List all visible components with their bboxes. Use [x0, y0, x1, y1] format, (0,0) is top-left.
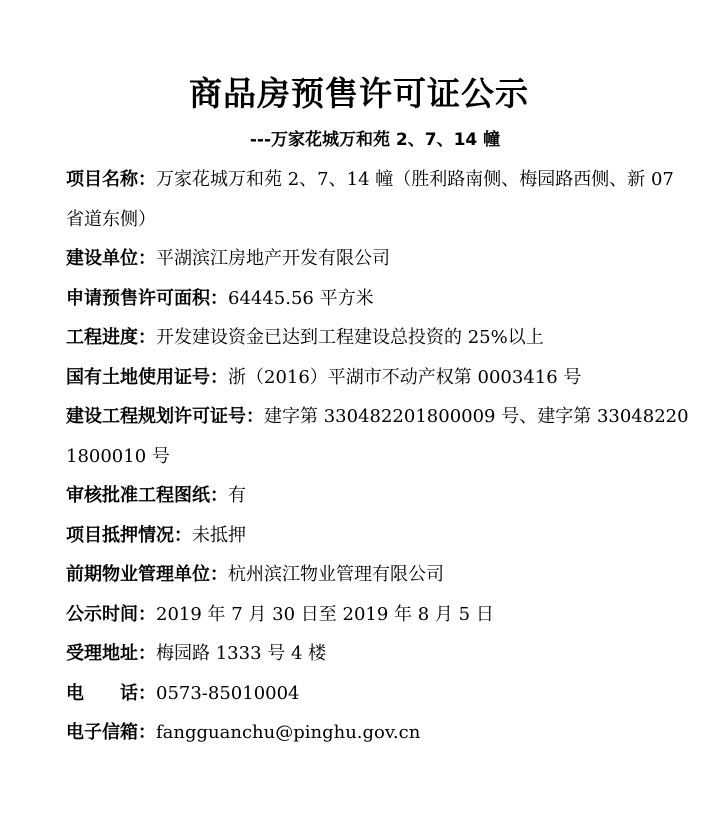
field-label: 受理地址：	[66, 643, 156, 664]
field-label: 建设单位：	[66, 248, 156, 269]
field-label: 前期物业管理单位：	[66, 564, 228, 585]
field-value: 杭州滨江物业管理有限公司	[228, 564, 444, 585]
field-label: 审核批准工程图纸：	[66, 485, 228, 506]
field-label: 工程进度：	[66, 327, 156, 348]
field-value: 建字第 330482201800009 号、建字第 330482201800010 号	[66, 406, 689, 467]
field-label: 公示时间：	[66, 603, 156, 625]
field-value: 有	[228, 485, 246, 506]
field-progress	[66, 318, 690, 358]
document-subtitle: ---万家花城万和苑 2、7、14 幢	[249, 130, 501, 150]
field-value: 开发建设资金已达到工程建设总投资的 25%以上	[156, 327, 544, 348]
field-value: fangguanchu@pinghu.gov.cn	[156, 722, 421, 743]
field-email	[66, 713, 690, 753]
field-developer	[66, 239, 690, 279]
field-label: 建设工程规划许可证号：	[66, 406, 264, 427]
field-value: 平湖滨江房地产开发有限公司	[156, 248, 390, 269]
field-mortgage-status	[66, 516, 690, 556]
field-label: 申请预售许可面积：	[66, 287, 228, 309]
field-publicity-period	[66, 595, 690, 635]
field-value: 0573-85010004	[156, 682, 300, 704]
field-office-address	[66, 634, 690, 674]
document-title: 商品房预售许可证公示	[189, 74, 529, 113]
field-value: 2019 年 7 月 30 日至 2019 年 8 月 5 日	[156, 603, 494, 625]
field-property-manager	[66, 555, 690, 595]
field-approved-drawings	[66, 476, 690, 516]
field-value: 梅园路 1333 号 4 楼	[156, 643, 327, 664]
field-list	[66, 160, 690, 753]
field-value: 未抵押	[192, 524, 246, 546]
field-phone	[66, 674, 690, 714]
field-value: 64445.56 平方米	[228, 287, 374, 309]
field-label: 国有土地使用证号：	[66, 366, 228, 388]
field-value: 万家花城万和苑 2、7、14 幢（胜利路南侧、梅园路西侧、新 07 省道东侧）	[66, 169, 674, 230]
field-label: 电 话：	[66, 682, 156, 704]
field-project-name	[66, 160, 690, 239]
field-presale-area	[66, 279, 690, 319]
field-label: 项目抵押情况：	[66, 524, 192, 546]
field-planning-permit	[66, 397, 690, 476]
field-label: 电子信箱：	[66, 722, 156, 743]
field-value: 浙（2016）平湖市不动产权第 0003416 号	[228, 366, 582, 388]
field-land-certificate	[66, 358, 690, 398]
field-label: 项目名称：	[66, 169, 156, 190]
